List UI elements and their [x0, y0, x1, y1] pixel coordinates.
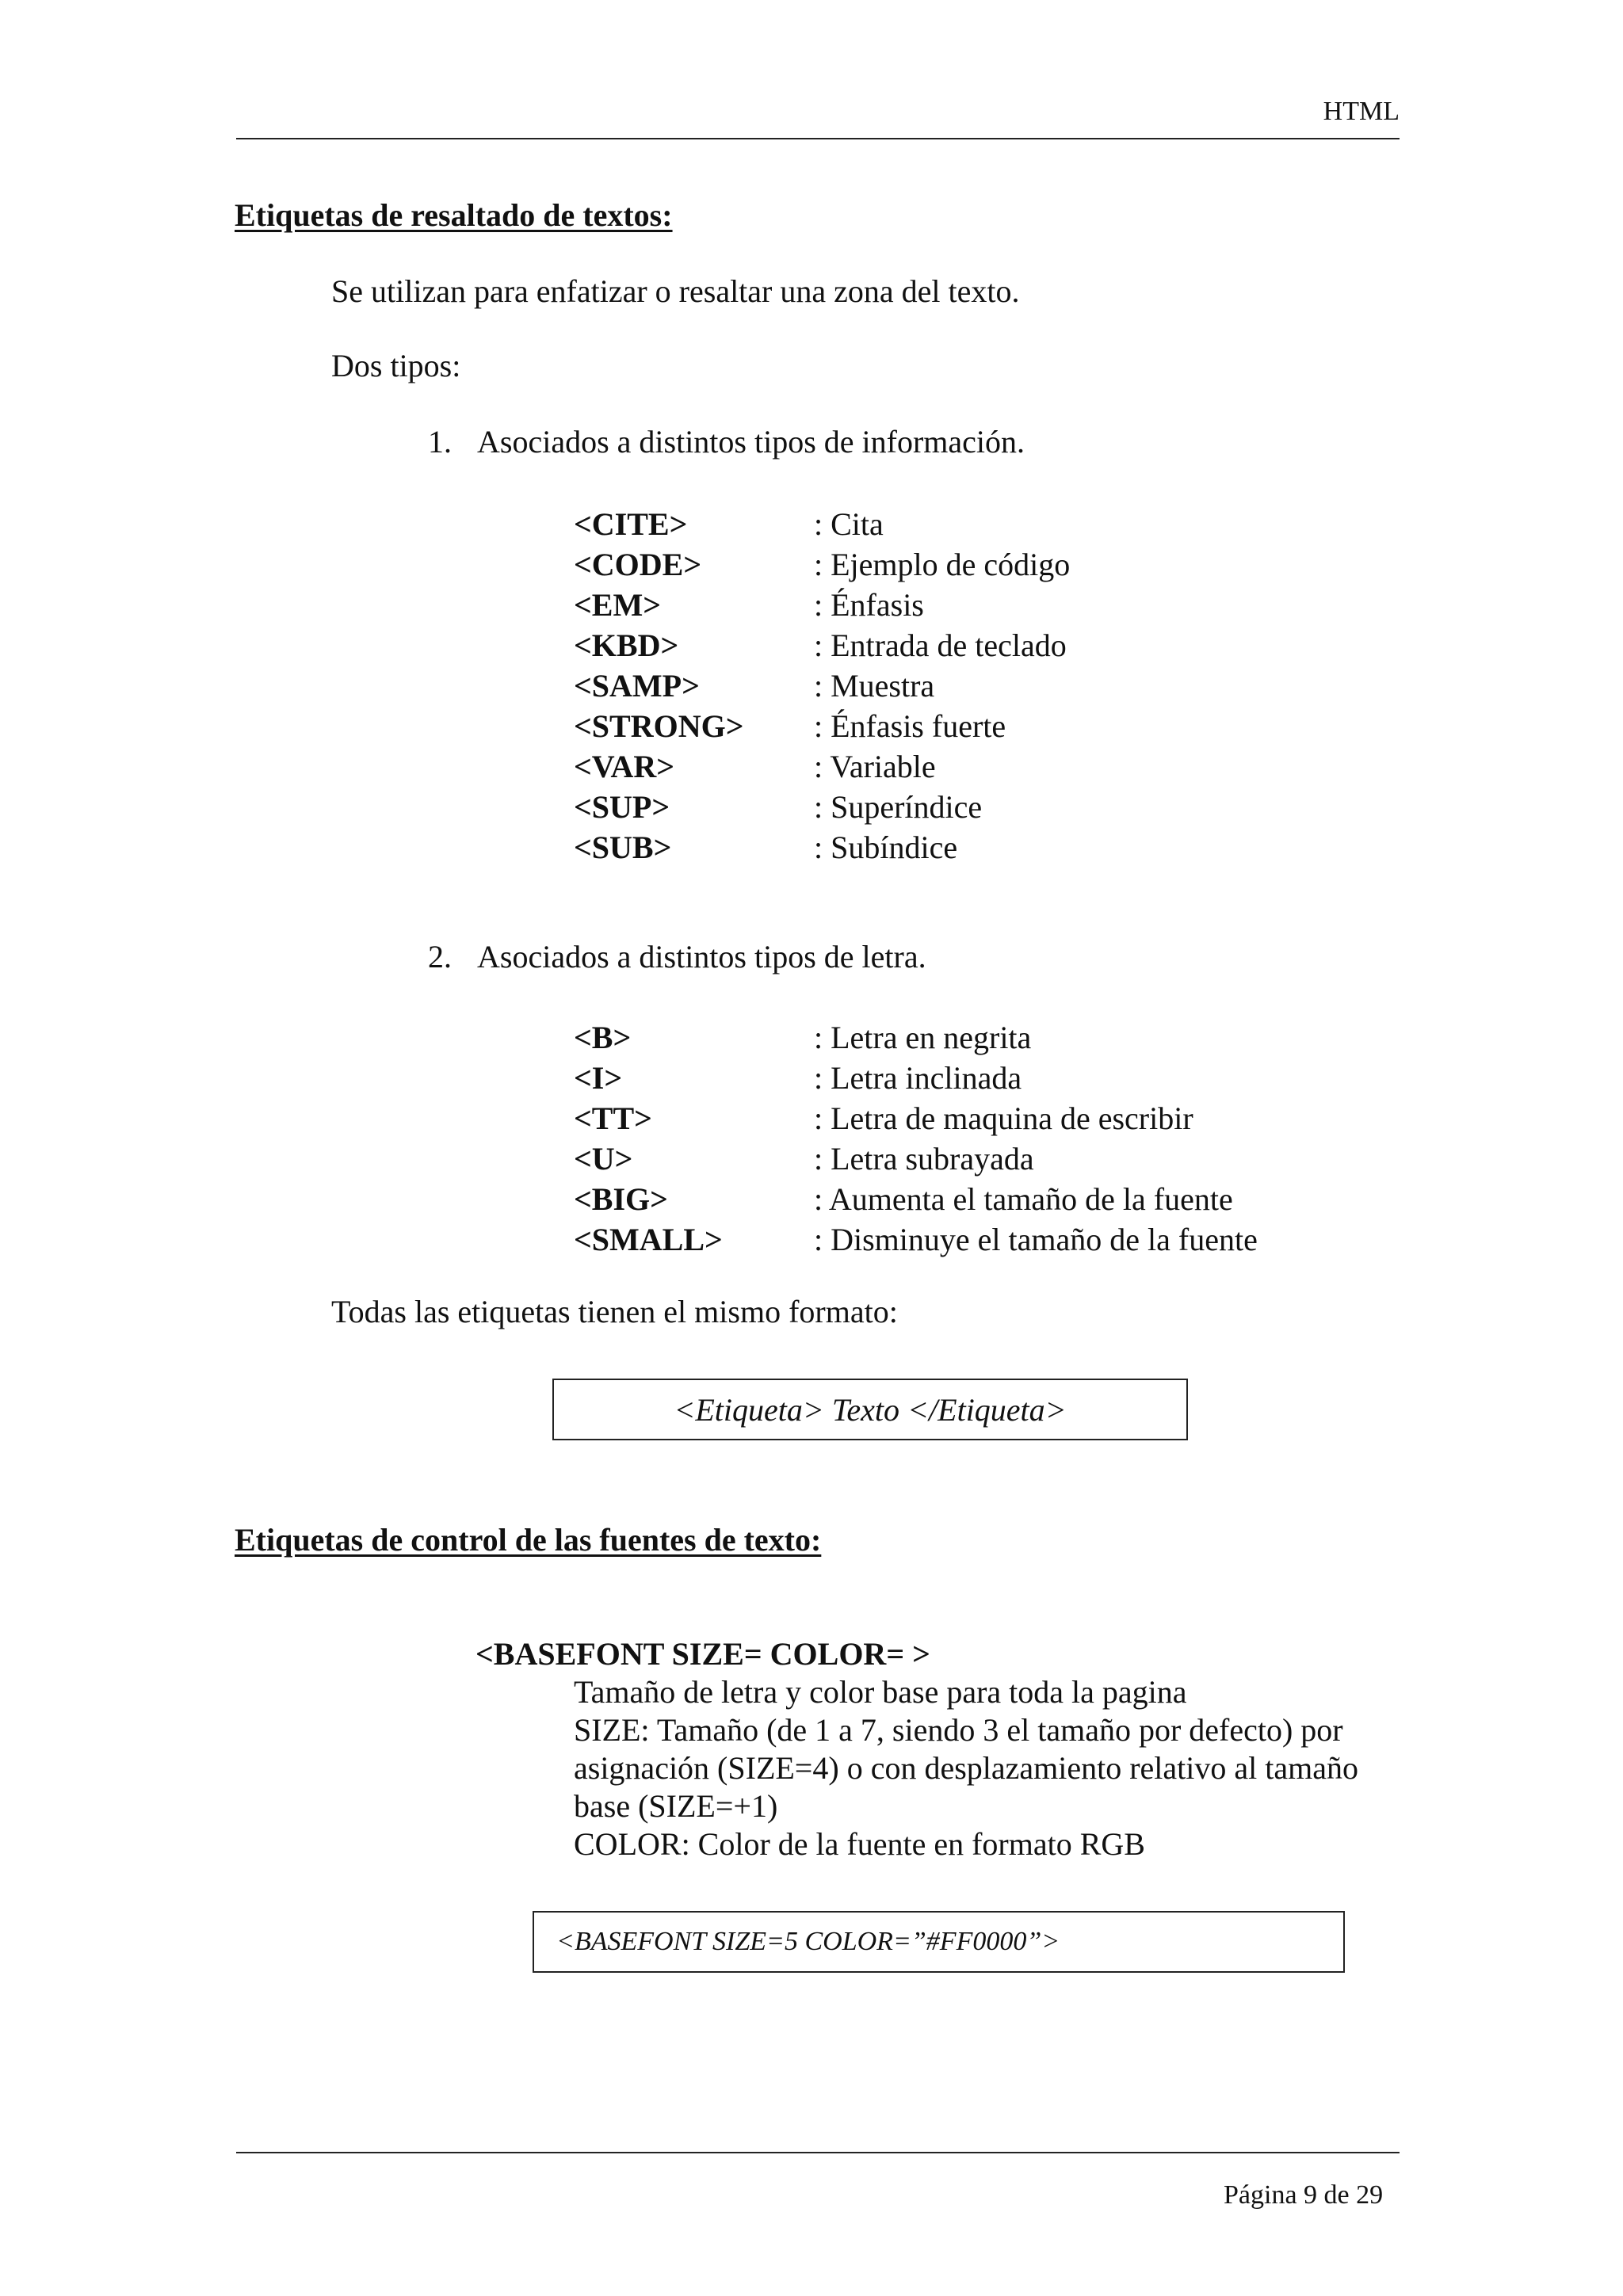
tag-desc: : Variable — [814, 749, 936, 784]
table-row — [574, 1179, 1258, 1219]
description-line: asignación (SIZE=4) o con desplazamiento relativo al tamaño — [574, 1750, 1358, 1786]
tag-desc: : Énfasis fuerte — [814, 708, 1006, 744]
tag-name: <B> — [574, 1020, 632, 1055]
header-title: HTML — [1323, 97, 1400, 126]
table-row — [574, 585, 1070, 625]
types-label: Dos tipos: — [331, 348, 461, 383]
basefont-title: <BASEFONT SIZE= COLOR= > — [475, 1636, 930, 1672]
tag-desc: : Cita — [814, 506, 884, 542]
table-row — [574, 1017, 1258, 1058]
table-row — [574, 544, 1070, 585]
basefont-description — [574, 1673, 1358, 1863]
tag-name: <VAR> — [574, 749, 675, 784]
tag-name: <I> — [574, 1060, 623, 1096]
tag-desc: : Ejemplo de código — [814, 547, 1071, 582]
table-row — [574, 666, 1070, 706]
tag-name: <SAMP> — [574, 668, 700, 704]
tag-name: <CITE> — [574, 506, 688, 542]
tag-name: <SUP> — [574, 789, 670, 825]
tag-desc: : Letra subrayada — [814, 1141, 1034, 1177]
format-label: Todas las etiquetas tienen el mismo formato: — [331, 1294, 898, 1329]
tag-name: <SMALL> — [574, 1222, 723, 1257]
description-line: Tamaño de letra y color base para toda la pagina — [574, 1674, 1187, 1710]
table-row — [574, 1219, 1258, 1260]
tag-name: <KBD> — [574, 627, 679, 663]
tag-desc: : Letra de maquina de escribir — [814, 1100, 1193, 1136]
tag-desc: : Énfasis — [814, 587, 924, 623]
description-line: COLOR: Color de la fuente en formato RGB — [574, 1826, 1145, 1862]
tag-desc: : Disminuye el tamaño de la fuente — [814, 1222, 1258, 1257]
header-rule — [236, 138, 1400, 139]
list-number-1: 1. — [428, 424, 452, 460]
section-heading-highlight-tags: Etiquetas de resaltado de textos: — [235, 197, 673, 233]
tag-name: <TT> — [574, 1100, 652, 1136]
basefont-example-box — [533, 1911, 1345, 1973]
tag-name: <SUB> — [574, 830, 672, 865]
tag-desc: : Entrada de teclado — [814, 627, 1067, 663]
footer-rule — [236, 2152, 1400, 2153]
list-number-2: 2. — [428, 939, 452, 974]
info-tags-table — [574, 504, 1070, 868]
table-row — [574, 504, 1070, 544]
font-tags-table — [574, 1017, 1258, 1260]
tag-desc: : Aumenta el tamaño de la fuente — [814, 1181, 1233, 1217]
tag-desc: : Letra en negrita — [814, 1020, 1032, 1055]
table-row — [574, 827, 1070, 868]
table-row — [574, 746, 1070, 787]
table-row — [574, 1098, 1258, 1138]
section-heading-font-control: Etiquetas de control de las fuentes de texto: — [235, 1522, 822, 1558]
tag-desc: : Letra inclinada — [814, 1060, 1022, 1096]
page-number: Página 9 de 29 — [1224, 2180, 1384, 2210]
tag-name: <CODE> — [574, 547, 702, 582]
table-row — [574, 625, 1070, 666]
description-line: base (SIZE=+1) — [574, 1788, 778, 1824]
table-row — [574, 1058, 1258, 1098]
tag-desc: : Muestra — [814, 668, 935, 704]
basefont-example-text: <BASEFONT SIZE=5 COLOR=”#FF0000”> — [556, 1927, 1060, 1956]
list-item-2-text: Asociados a distintos tipos de letra. — [477, 939, 926, 974]
tag-desc: : Subíndice — [814, 830, 958, 865]
list-item-1-text: Asociados a distintos tipos de información. — [477, 424, 1025, 460]
table-row — [574, 787, 1070, 827]
tag-name: <U> — [574, 1141, 633, 1177]
table-row — [574, 706, 1070, 746]
tag-desc: : Superíndice — [814, 789, 983, 825]
table-row — [574, 1138, 1258, 1179]
tag-name: <BIG> — [574, 1181, 668, 1217]
tag-name: <EM> — [574, 587, 662, 623]
format-example-text: <Etiqueta> Texto </Etiqueta> — [674, 1391, 1067, 1428]
format-example-box — [552, 1379, 1188, 1440]
intro-text: Se utilizan para enfatizar o resaltar una zona del texto. — [331, 273, 1020, 309]
description-line: SIZE: Tamaño (de 1 a 7, siendo 3 el tamaño por defecto) por — [574, 1712, 1343, 1748]
tag-name: <STRONG> — [574, 708, 744, 744]
